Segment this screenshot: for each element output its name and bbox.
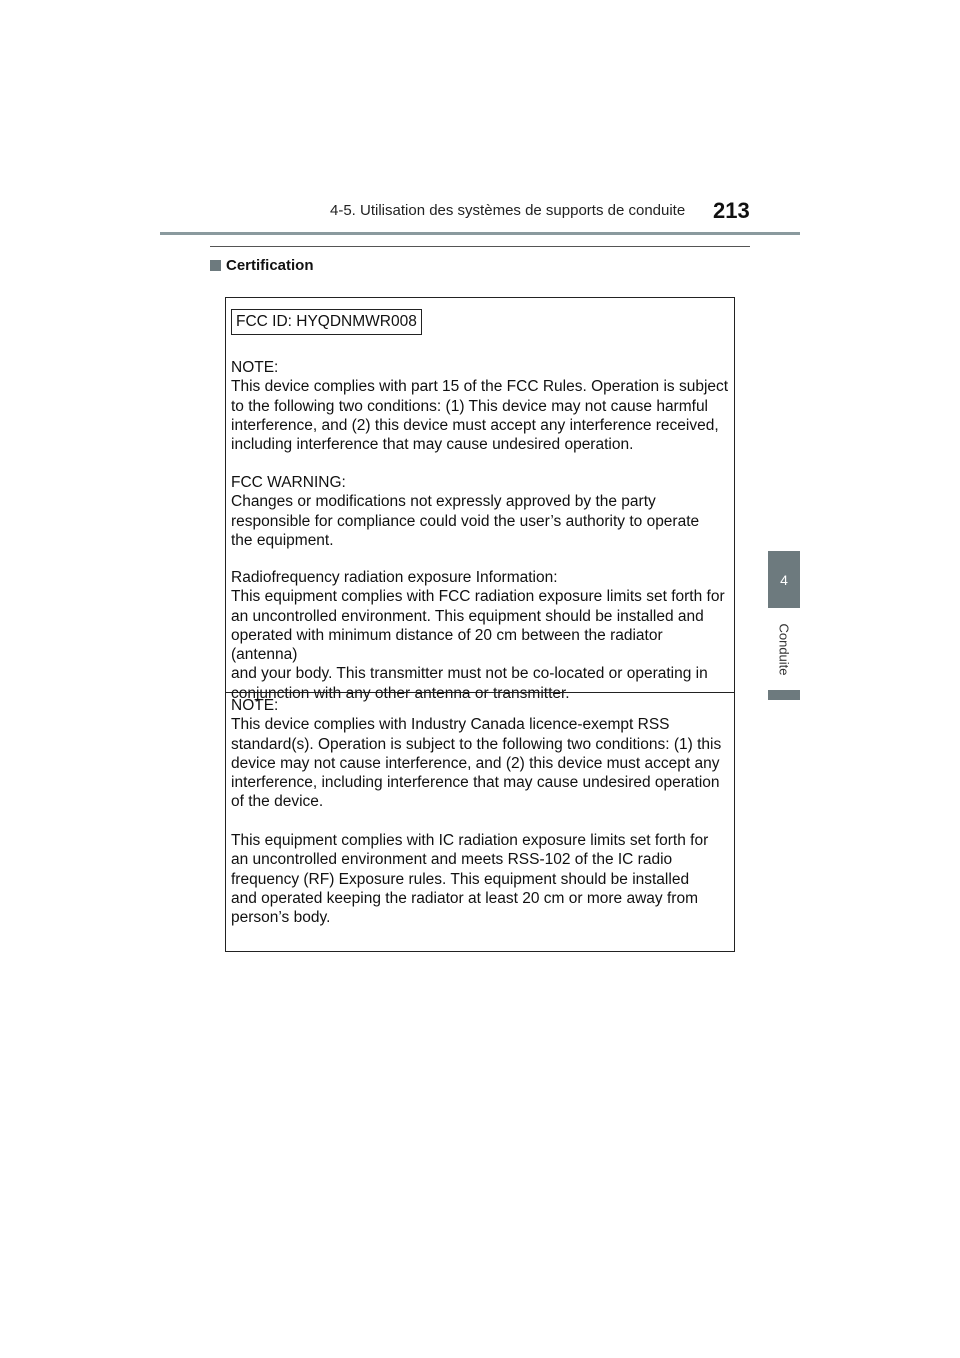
ic-exposure-info: This equipment complies with IC radiation exposure limits set forth for an uncontrolled environment and meets RSS-102 of the IC radio frequency (RF) Exposure rules. This equipment should be installed and operated keeping the radiator at least 20 cm or more away from person’s body. <box>231 832 709 927</box>
header-rule <box>160 232 800 235</box>
chapter-label-text: Conduite <box>776 622 792 676</box>
chapter-tab-bar <box>768 690 800 700</box>
rf-exposure-info: Radiofrequency radiation exposure Information: This equipment complies with FCC radiation exposure limits set forth for an uncontrolled environment. This equipment should be installed and operated with minimum distance of 20 cm between the radiator (antenna) and your body. This transmitter must not be co-located or operating in conjunction with any other antenna or transmitter. <box>231 569 725 702</box>
section-title: Certification <box>226 257 314 274</box>
header-section-title: 4-5. Utilisation des systèmes de supports de conduite <box>330 202 686 219</box>
fcc-warning: FCC WARNING: Changes or modifications not expressly approved by the party responsible for compliance could void the user’s authority to operate the equipment. <box>231 474 700 549</box>
chapter-number: 4 <box>780 571 788 588</box>
fcc-note: NOTE: This device complies with part 15 of the FCC Rules. Operation is subject to the following two conditions: (1) This device may not cause harmful interference, and (2) this device must accept any interference received, including interference that may cause undesired operation. <box>231 359 729 454</box>
page-number: 213 <box>713 198 750 223</box>
fcc-id-label: FCC ID: HYQDNMWR008 <box>231 309 422 335</box>
chapter-label <box>768 614 800 684</box>
content-rule <box>210 246 750 247</box>
chapter-tab <box>768 551 800 608</box>
certification-box <box>225 297 735 952</box>
ic-note: NOTE: This device complies with Industry Canada licence-exempt RSS standard(s). Operation is subject to the following two conditions: (1) this device may not cause interference, and (2) this device must accept any interference, including interference that may cause undesired operation of the device. <box>231 697 722 811</box>
box-divider <box>226 692 734 693</box>
section-heading <box>210 257 314 274</box>
square-bullet-icon <box>210 260 221 271</box>
